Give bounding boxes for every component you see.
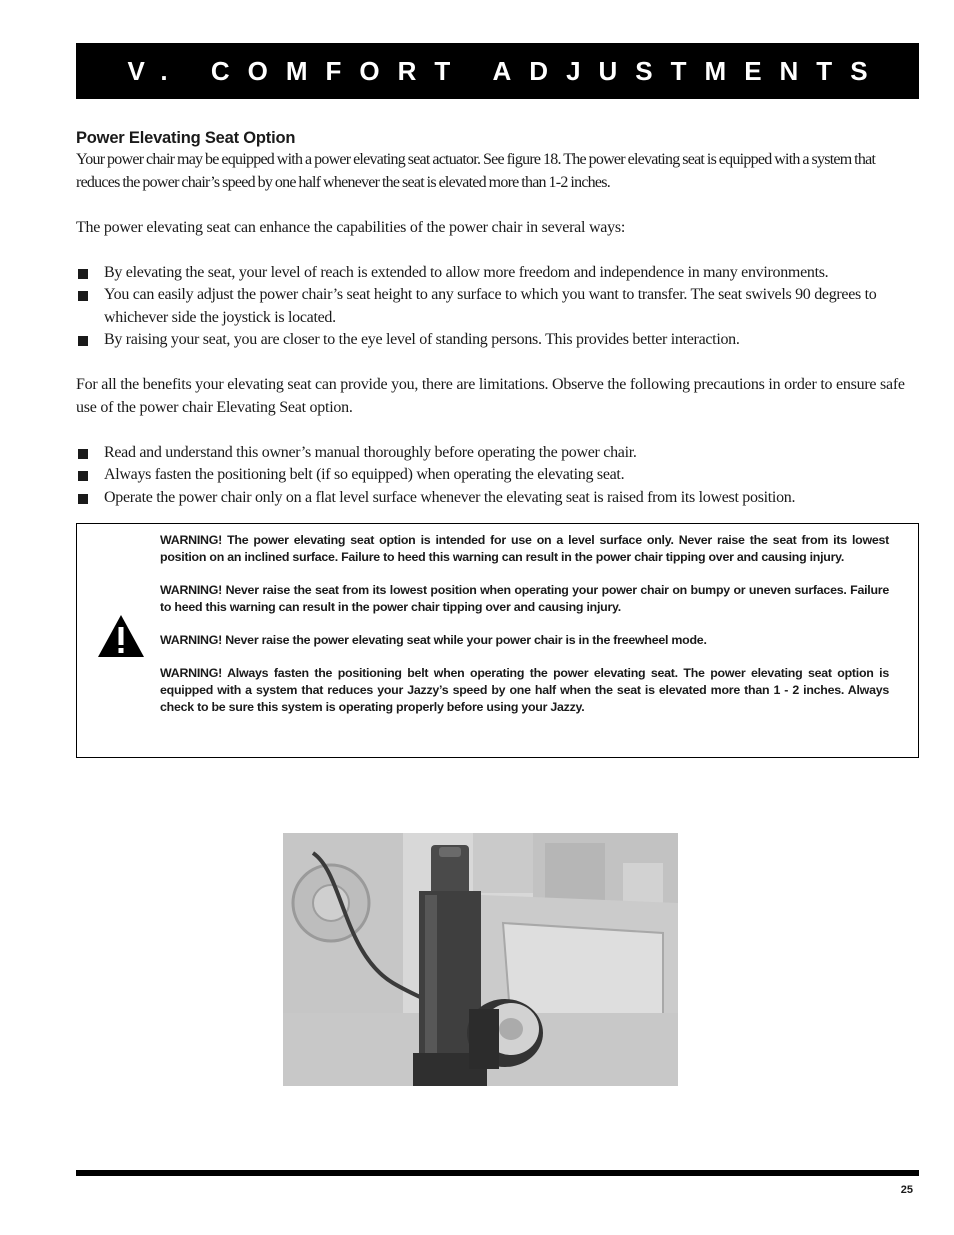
precautions-list bbox=[76, 442, 919, 510]
intro-paragraph: Your power chair may be equipped with a power elevating seat actuator. See figure 18. The power elevating seat is equipped with a system that reduces the power chair’s speed by one half whenever the seat is elevated more than 1-2 inches. bbox=[76, 151, 876, 191]
list-item: Always fasten the positioning belt (if so equipped) when operating the elevating seat. bbox=[76, 464, 919, 487]
list-item: Read and understand this owner’s manual thoroughly before operating the power chair. bbox=[76, 442, 919, 465]
bullet-square-icon bbox=[78, 449, 88, 459]
warning-paragraph: WARNING! Never raise the seat from its lowest position when operating your power chair on bumpy or uneven surfaces. Failure to heed this warning can result in the power chair tipping over and causing injury. bbox=[160, 583, 889, 614]
bullet-square-icon bbox=[78, 291, 88, 301]
warning-paragraph: WARNING! Never raise the power elevating seat while your power chair is in the freewheel mode. bbox=[160, 633, 707, 647]
list-item: By elevating the seat, your level of reach is extended to allow more freedom and independence in many environments. bbox=[76, 262, 919, 285]
list-item: You can easily adjust the power chair’s seat height to any surface to which you want to transfer. The seat swivels 90 degrees to whichever side the joystick is located. bbox=[76, 284, 919, 329]
capabilities-list bbox=[76, 262, 919, 352]
warning-box bbox=[76, 523, 919, 758]
warning-paragraph: WARNING! The power elevating seat option is intended for use on a level surface only. Never raise the seat from its lowest position on an inclined surface. Failure to heed this warning can result in the power chair tipping over and causing injury. bbox=[160, 533, 889, 564]
bullet-square-icon bbox=[78, 494, 88, 504]
list-item: By raising your seat, you are closer to the eye level of standing persons. This provides better interaction. bbox=[76, 329, 919, 352]
bullet-square-icon bbox=[78, 269, 88, 279]
warning-triangle-icon bbox=[96, 613, 146, 659]
capabilities-intro: The power elevating seat can enhance the capabilities of the power chair in several ways: bbox=[76, 218, 626, 236]
elevating-seat-actuator-photo bbox=[283, 833, 678, 1086]
actuator-illustration bbox=[283, 833, 678, 1086]
list-item: Operate the power chair only on a flat level surface whenever the elevating seat is raised from its lowest position. bbox=[76, 487, 919, 510]
main-content bbox=[76, 127, 919, 509]
warning-text bbox=[160, 532, 889, 716]
bullet-square-icon bbox=[78, 336, 88, 346]
limitations-intro: For all the benefits your elevating seat can provide you, there are limitations. Observe the following precautions in order to ensure safe use of the power chair Elevating Seat option. bbox=[76, 376, 905, 416]
footer-rule bbox=[76, 1170, 919, 1176]
page-number: 25 bbox=[900, 1184, 913, 1196]
bullet-square-icon bbox=[78, 471, 88, 481]
warning-paragraph: WARNING! Always fasten the positioning belt when operating the power elevating seat. The power elevating seat option is equipped with a system that reduces your Jazzy’s speed by one half when the seat is elevated more than 1 - 2 inches. Always check to be sure this system is operating properly before using your Jazzy. bbox=[160, 666, 889, 714]
chapter-header bbox=[76, 43, 919, 99]
section-title: Power Elevating Seat Option bbox=[76, 129, 296, 147]
chapter-title: V. COMFORT ADJUSTMENTS bbox=[127, 55, 886, 86]
